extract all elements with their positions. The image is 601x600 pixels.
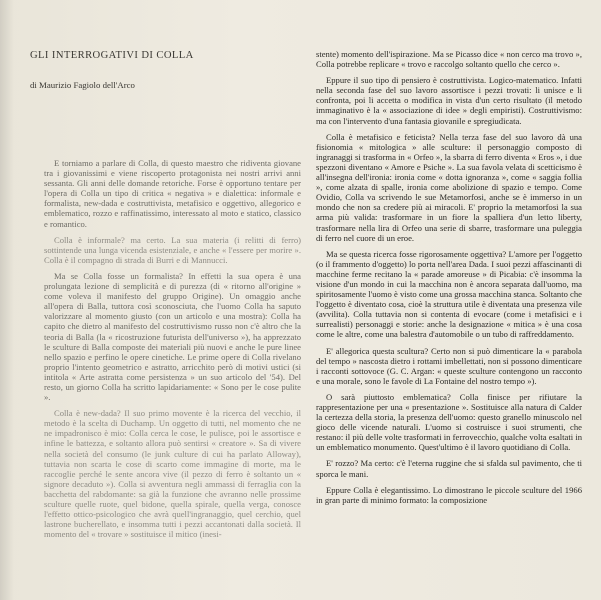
paragraph: E' rozzo? Ma certo: c'è l'eterna ruggine che si sfalda sul pavimento, che ti sporca le mani. (316, 458, 582, 479)
paragraph: Colla è informale? ma certo. La sua materia (i relitti di ferro) sottintende una lunga vicenda esistenziale, e anche « l'essere per morire ». Colla è il compagno di strada di Burri e di Mannucci. (44, 234, 301, 265)
paragraph: Colla è new-dada? Il suo primo movente è la ricerca del vecchio, il metodo è la scelta di Duchamp. Un oggetto di tutti, nel momento che ne ne impadronisco è mio: Colla cerca le cose, le pulisce, poi le assortisce e infine le battezza, e soltanto allora può sentirsi « creatore ». Sa di vivere nella società del consumo (le junk culture di cui ha parlato Alloway), tuttavia non scarta le cose di scarto come immagine di morte, ma le raccoglie perché le sente ancora vive (il pezzo di ferro è soltanto un « signore decaduto »). Colla si avventura negli ammassi di ferraglia con la bacchetta del rabdomante: sa già la funzione che avranno nelle prossime sculture quelle ruote, quel bidone, quella spirale, quella verga, conosce l'effetto ottico-psicologico che avrà quell'ingranaggio, quel cerchio, quel lastrone bucherellato, e insomma tutti i pezzi accantonati dalla società. Il momento del « trovare » sostituisce il mitico (inesi- (44, 408, 301, 540)
paragraph: Eppure Colla è elegantissimo. Lo dimostrano le piccole sculture del 1966 in gran parte di minimo formato: la composizione (316, 484, 582, 505)
paragraph: E torniamo a parlare di Colla, di questo maestro che ridiventa giovane tra i giovanissimi e viene riscoperto protagonista nei nostri arrivi anni sessanta. Gli anni delle domande retoriche. Forse è opportuno tentare per l'opera di Colla un tipo di critica « negativa » e dialettica: informale e formalista, new-dada e costruttivista, metafisico e oggettivo, allegorico e emblematico, rozzo e raffinatissimo, interessato al moto e statico, classico e romantico. (44, 158, 301, 229)
paragraph: Ma se questa ricerca fosse rigorosamente oggettiva? L'amore per l'oggetto (o il frammento d'oggetto) lo porta nell'area Dada. I suoi pezzi affascinanti di macchine ferme recitano la « parade amoreuse » di Picabia: c'è insomma la visione d'un mondo in cui la macchina non è ancora separata dall'uomo, ma spiritosamente l'uomo è visto come una grossa macchina stanca. Soltanto che l'oggetto è diventato cosa, cioè la struttura utile è diventata una presenza vile (avvilita). Colla tuttavia non si contenta di evocare (come i metafisici e i surrealisti) personaggi e storie: anche la designazione « mitica » è una cosa come le altre, come una balestra d'automobile o un tubo di raffreddamento. (316, 248, 582, 340)
article-title: GLI INTERROGATIVI DI COLLA (30, 50, 194, 61)
text-column-left (44, 158, 301, 545)
page-fold-shadow (0, 0, 14, 600)
paragraph: Ma se Colla fosse un formalista? In effetti la sua opera è una prolungata lezione di semplicità e di purezza (di « ritorno all'origine » come voleva il manifesto del gruppo Origine). Un omaggio anche all'opera di Balla, tuttora così sconosciuta, che l'uomo Colla ha saputo valorizzare al momento giusto (con un articolo e una mostra): Colla ha capito che dietro al manifesto del costruttivismo russo non c'è altro che la teoria di Balla (la « ricostruzione futurista dell'universo »), ha apprezzato le sculture di Balla composte dei materiali più nuovi e anche le pure linee nello spazio e perfino le opere cinetiche. Le prime opere di Colla rivelano proprio l'intento geometrico e astratto, arricchito però di motivi ustici (si intitola « Arte astratta come persistenza » un suo articolo del '54). Del resto, un giorno Colla ha scritto lapidariamente: « Sono per le cose pulite ». (44, 270, 301, 403)
paragraph: Eppure il suo tipo di pensiero è costruttivista. Logico-matematico. Infatti nella seconda fase del suo lavoro assortisce i pezzi trovati: li unisce e li confronta, poi li accetta o modifica in vista d'un certo risultato (il metodo immaginativo è la « associazione di idee » degli empiristi). Costruttivismo: ma con l'intervento d'una fantasia giovanile e spregiudicata. (316, 75, 582, 126)
text-column-right (316, 49, 582, 511)
paragraph: O sarà piuttosto emblematica? Colla finisce per rifiutare la rappresentazione per una « presentazione ». Sostituisce alla natura di Calder la certezza della storia, la presenza dell'uomo: questo granello minuscolo nel gioco delle vicende naturali. L'uomo si costruisce i suoi strumenti, che restano: il più delle volte trasformati in ferrovecchio, qualche volta esaltati in un emblematico monumento. Quest'ultimo è il lavoro quotidiano di Colla. (316, 391, 582, 453)
article-author: di Maurizio Fagiolo dell'Arco (30, 80, 135, 90)
paragraph: E' allegorica questa scultura? Certo non si può dimenticare la « parabola del tempo » nascosta dietro i rottami imbellettati, non si possono dimenticare i racconti sottovoce (G. C. Argan: « queste sculture contengono un racconto e una morale, sono le favole di La Fontaine del nostro tempo »). (316, 345, 582, 386)
paragraph: Colla è metafisico e feticista? Nella terza fase del suo lavoro dà una fisionomia « mitologica » alle sculture: il personaggio composto di ingranaggi si trasforma in « Orfeo », la sbarra di ferro diventa « Eros », i due spezzoni diventano « Amore e Psiche ». La sua favola velata di scetticismo è all'insegna dell'ironia: ironia come « dotta ignoranza », come « saggia follia », come alzata di spalle, ironia come abolizione di spazio e tempo. Come Ovidio, Colla va scrivendo le sue Metamorfosi, anche se è immerso in un mondo che non sa credere più ai miracoli. E' proprio la metamorfosi la sua arma più valida: trasformare in un fiore la spalliera d'un letto liberty, trasformare nella lira di Orfeo una serie di sbarre, trasformare una puleggia di ferro nel cuore di un eroe. (316, 131, 582, 243)
paragraph: stente) momento dell'ispirazione. Ma se Picasso dice « non cerco ma trovo », Colla potrebbe replicare « trovo e raccolgo soltanto quello che cerco ». (316, 49, 582, 70)
